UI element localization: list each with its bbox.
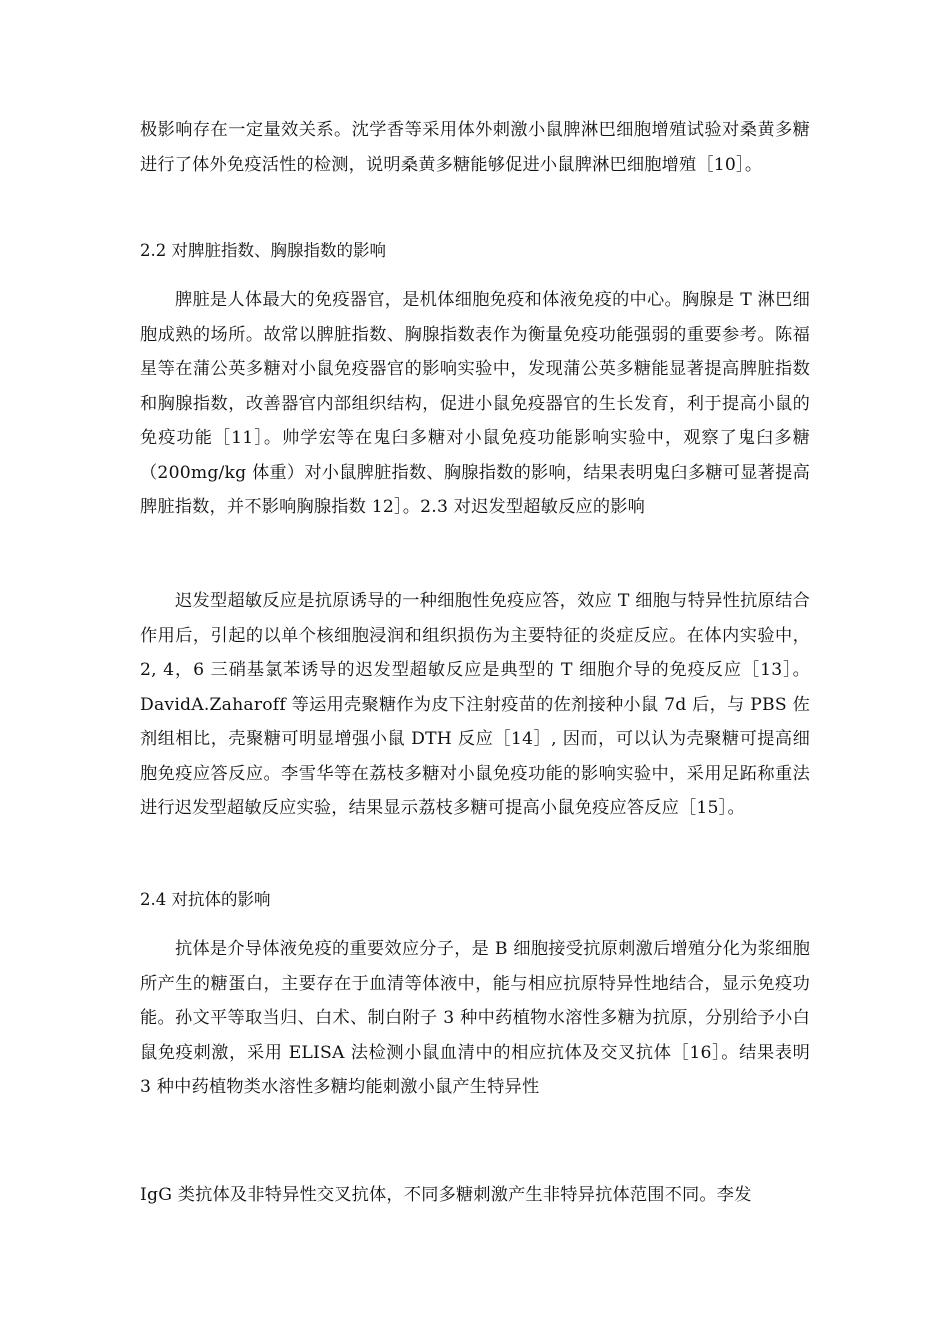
section-heading-2-2: 2.2 对脾脏指数、胸腺指数的影响 bbox=[140, 241, 386, 260]
paragraph-section-2-4: 抗体是介导体液免疫的重要效应分子，是 B 细胞接受抗原刺激后增殖分化为浆细胞所产生的糖蛋白，主要存在于血清等体液中，能与相应抗原特异性地结合，显示免疫功能。孙文平等取当归、白术、制白附子 3 种中药植物水溶性多糖为抗原，分别给予小白鼠免疫刺激，采用 ELISA 法检测小鼠血清中的相应抗体及交叉抗体［16］。结果表明 3 种中药植物类水溶性多糖均能刺激小鼠产生特异性 bbox=[140, 939, 810, 1097]
paragraph-continuation: 极影响存在一定量效关系。沈学香等采用体外刺激小鼠脾淋巴细胞增殖试验对桑黄多糖进行了体外免疫活性的检测，说明桑黄多糖能够促进小鼠脾淋巴细胞增殖［10］。 bbox=[140, 120, 810, 175]
paragraph-tail: IgG 类抗体及非特异性交叉抗体，不同多糖刺激产生非特异抗体范围不同。李发 bbox=[140, 1185, 752, 1205]
paragraph-section-2-2: 脾脏是人体最大的免疫器官，是机体细胞免疫和体液免疫的中心。胸腺是 T 淋巴细胞成熟的场所。故常以脾脏指数、胸腺指数表作为衡量免疫功能强弱的重要参考。陈福星等在蒲公英多糖对小鼠免疫器官的影响实验中，发现蒲公英多糖能显著提高脾脏指数和胸腺指数，改善器官内部组织结构，促进小鼠免疫器官的生长发育，利于提高小鼠的免疫功能［11］。帅学宏等在鬼臼多糖对小鼠免疫功能影响实验中，观察了鬼臼多糖（200mg/kg 体重）对小鼠脾脏指数、胸腺指数的影响，结果表明鬼臼多糖可显著提高脾脏指数，并不影响胸腺指数 12］。2.3 对迟发型超敏反应的影响 bbox=[140, 290, 810, 517]
section-heading-2-4: 2.4 对抗体的影响 bbox=[140, 890, 271, 909]
paragraph-section-2-3: 迟发型超敏反应是抗原诱导的一种细胞性免疫应答，效应 T 细胞与特异性抗原结合作用后，引起的以单个核细胞浸润和组织损伤为主要特征的炎症反应。在体内实验中，2, 4，6 三硝基氯苯诱导的迟发型超敏反应是典型的 T 细胞介导的免疫反应［13］。DavidA.Zaharoff 等运用壳聚糖作为皮下注射疫苗的佐剂接种小鼠 7d 后，与 PBS 佐剂组相比，壳聚糖可明显增强小鼠 DTH 反应［14］, 因而，可以认为壳聚糖可提高细胞免疫应答反应。李雪华等在荔枝多糖对小鼠免疫功能的影响实验中，采用足跖称重法进行迟发型超敏反应实验，结果显示荔枝多糖可提高小鼠免疫应答反应［15］。 bbox=[140, 591, 810, 818]
